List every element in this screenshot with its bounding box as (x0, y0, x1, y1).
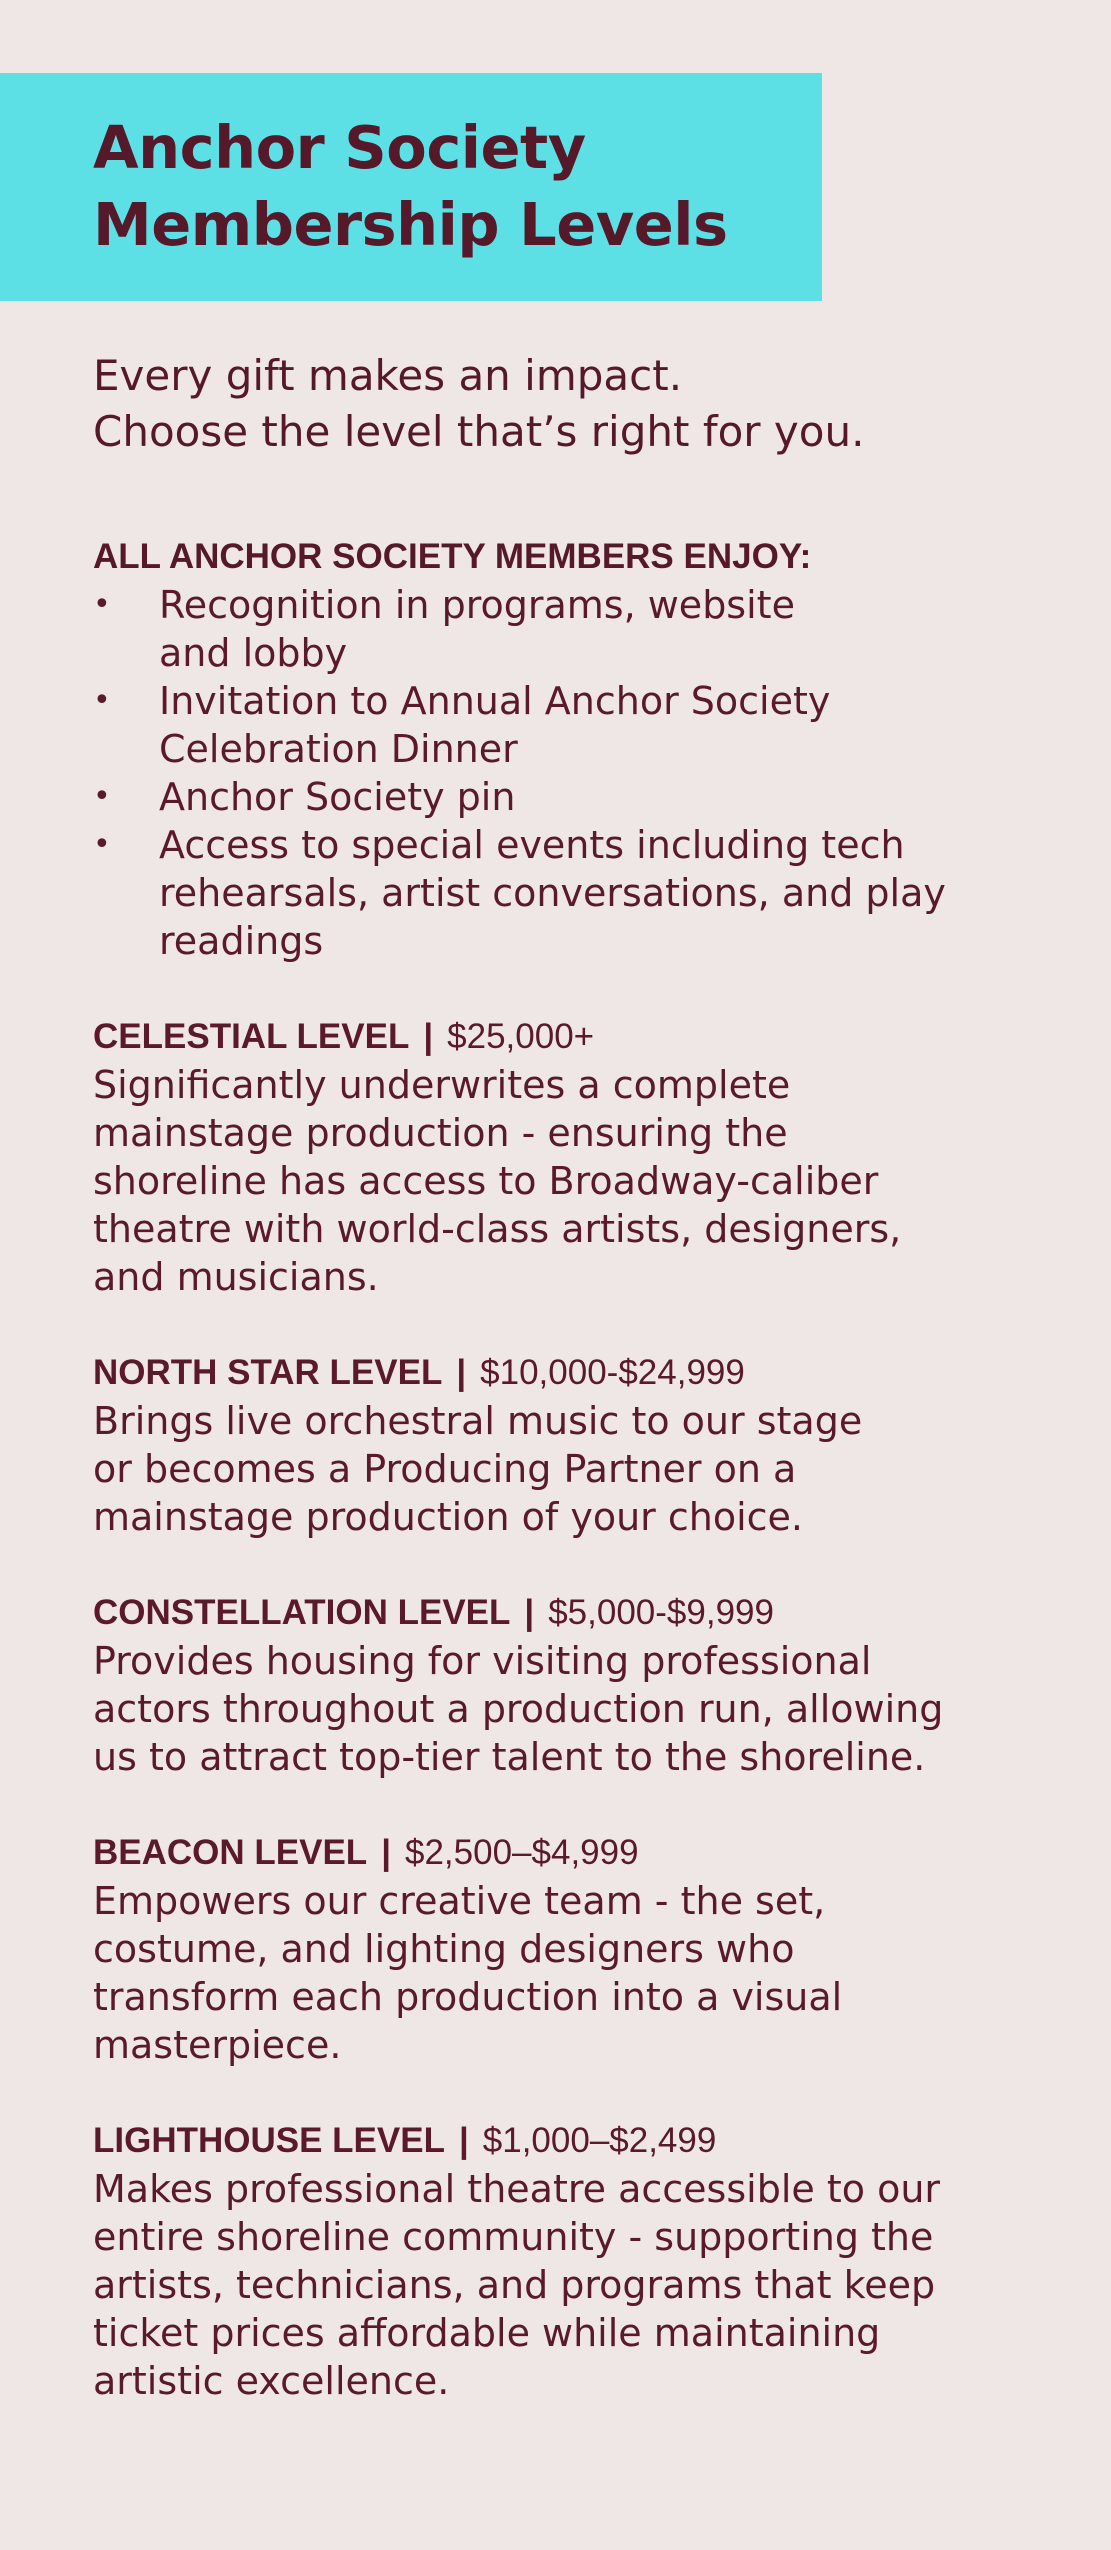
level-price: $1,000–$2,499 (482, 2121, 717, 2160)
benefit-line: Recognition in programs, website (159, 583, 795, 627)
level-name: LIGHTHOUSE LEVEL (93, 2121, 445, 2160)
level-name: CELESTIAL LEVEL (93, 1017, 410, 1056)
level-description-line: ticket prices affordable while maintaining (93, 2311, 881, 2355)
level-heading (93, 1013, 1053, 1061)
level-separator: | (423, 1017, 434, 1056)
level-constellation (93, 1589, 1053, 1781)
level-heading (93, 1829, 1053, 1877)
level-description-line: Significantly underwrites a complete (93, 1063, 791, 1107)
level-name: NORTH STAR LEVEL (93, 1353, 443, 1392)
level-description-line: costume, and lighting designers who (93, 1927, 795, 1971)
level-beacon (93, 1829, 1053, 2069)
intro-line-2: Choose the level that’s right for you. (93, 407, 865, 456)
level-description (93, 2165, 1053, 2405)
title-banner (0, 73, 822, 301)
level-price: $10,000-$24,999 (480, 1353, 745, 1392)
level-heading (93, 1349, 1053, 1397)
level-description-line: us to attract top-tier talent to the shoreline. (93, 1735, 926, 1779)
level-name: BEACON LEVEL (93, 1833, 368, 1872)
level-description-line: mainstage production of your choice. (93, 1495, 803, 1539)
benefits-heading: ALL ANCHOR SOCIETY MEMBERS ENJOY: (93, 537, 812, 576)
level-name: CONSTELLATION LEVEL (93, 1593, 511, 1632)
level-separator: | (524, 1593, 535, 1632)
bullet-icon: • (93, 683, 111, 718)
level-description-line: actors throughout a production run, allowing (93, 1687, 944, 1731)
level-heading (93, 1589, 1053, 1637)
benefit-line: readings (159, 919, 324, 963)
level-separator: | (381, 1833, 391, 1872)
level-price: $2,500–$4,999 (405, 1833, 639, 1872)
level-description-line: entire shoreline community - supporting the (93, 2215, 934, 2259)
level-price: $25,000+ (447, 1017, 595, 1056)
benefit-line: and lobby (159, 631, 348, 675)
level-description-line: theatre with world-class artists, designers, (93, 1207, 902, 1251)
level-description-line: masterpiece. (93, 2023, 342, 2067)
level-celestial (93, 1013, 1053, 1301)
level-description-line: artistic excellence. (93, 2359, 450, 2403)
level-description-line: Makes professional theatre accessible to our (93, 2167, 941, 2211)
level-description-line: mainstage production - ensuring the (93, 1111, 788, 1155)
level-description-line: shoreline has access to Broadway-caliber (93, 1159, 879, 1203)
benefit-line: Invitation to Annual Anchor Society (159, 679, 831, 723)
title-line-2: Membership Levels (93, 190, 728, 259)
content-body (93, 533, 1053, 2405)
bullet-icon: • (93, 587, 111, 622)
page-title (93, 109, 728, 263)
level-description-line: artists, technicians, and programs that keep (93, 2263, 936, 2307)
level-north-star (93, 1349, 1053, 1541)
benefits-list (93, 581, 1053, 965)
bullet-icon: • (93, 827, 111, 862)
level-heading (93, 2117, 1053, 2165)
level-price: $5,000-$9,999 (548, 1593, 774, 1632)
level-description-line: transform each production into a visual (93, 1975, 843, 2019)
level-description-line: or becomes a Producing Partner on a (93, 1447, 797, 1491)
intro-text (93, 348, 864, 460)
benefit-line: rehearsals, artist conversations, and play (159, 871, 946, 915)
benefit-line: Anchor Society pin (159, 775, 516, 819)
level-description-line: and musicians. (93, 1255, 379, 1299)
bullet-icon: • (93, 779, 111, 814)
level-description-line: Provides housing for visiting professional (93, 1639, 872, 1683)
benefit-line: Access to special events including tech (159, 823, 905, 867)
level-separator: | (458, 2121, 469, 2160)
level-description (93, 1637, 1053, 1781)
intro-line-1: Every gift makes an impact. (93, 351, 683, 400)
level-separator: | (456, 1353, 467, 1392)
benefit-item (93, 821, 1079, 965)
level-description (93, 1397, 1053, 1541)
title-line-1: Anchor Society (93, 113, 586, 182)
benefit-line: Celebration Dinner (159, 727, 518, 771)
benefit-item (93, 581, 1079, 677)
level-description-line: Empowers our creative team - the set, (93, 1879, 826, 1923)
level-description (93, 1061, 1053, 1301)
benefit-item (93, 677, 1079, 773)
level-description-line: Brings live orchestral music to our stage (93, 1399, 863, 1443)
level-lighthouse (93, 2117, 1053, 2405)
level-description (93, 1877, 1053, 2069)
benefit-item (93, 773, 1079, 821)
